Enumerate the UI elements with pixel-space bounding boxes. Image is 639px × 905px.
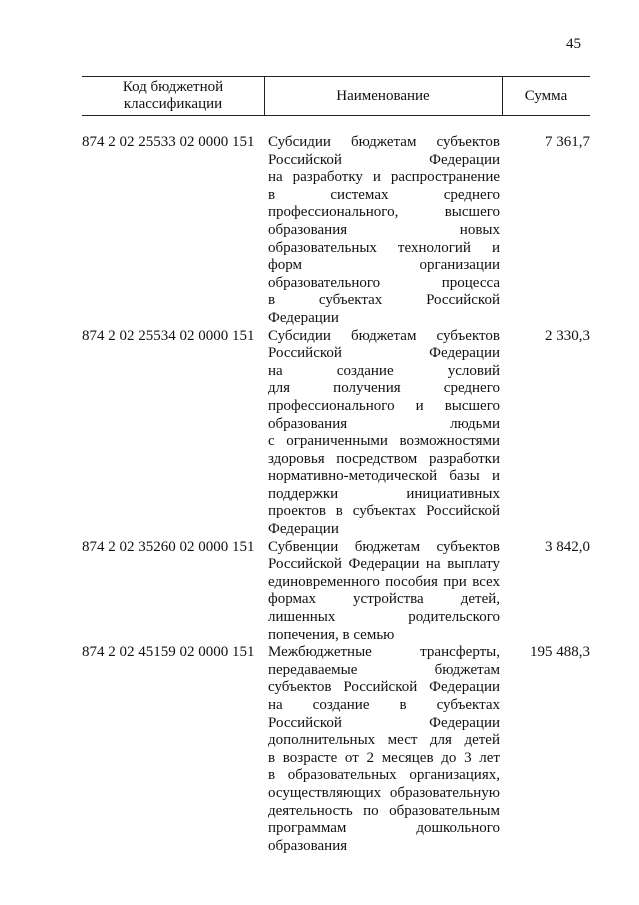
name-line: образовательного процесса [268,274,500,291]
name-line: профессионального и высшего [268,397,500,414]
header-code: Код бюджетной классификации [122,79,224,112]
budget-table [82,76,590,855]
row-name [268,644,500,855]
name-line: проектов в субъектах Российской [268,503,500,520]
name-line: дополнительных мест для детей [268,732,500,749]
name-line: на создание условий [268,362,500,379]
name-line: формах устройства детей, [268,591,500,608]
row-name [268,134,500,328]
name-line: программам дошкольного [268,820,500,837]
name-line: здоровья посредством разработки [268,450,500,467]
header-name: Наименование [336,87,430,104]
page-number: 45 [566,36,581,52]
name-line: образовательных технологий и [268,239,500,256]
name-line: деятельность по образовательным [268,802,500,819]
row-code: 874 2 02 35260 02 0000 151 [82,538,255,555]
name-line: Российской Федерации [268,345,500,362]
table-body [82,134,590,855]
row-sum: 7 361,7 [545,134,590,150]
name-line: форм организации [268,257,500,274]
name-line: субъектов Российской Федерации [268,679,500,696]
name-line: осуществляющих образовательную [268,784,500,801]
name-line: Федерации [268,521,339,538]
row-sum: 2 330,3 [545,327,590,344]
name-line: Федерации [268,309,339,326]
name-line: профессионального, высшего [268,204,500,221]
name-line: Российской Федерации на выплату [268,556,500,573]
row-code: 874 2 02 25533 02 0000 151 [82,134,255,150]
table-row [82,328,590,539]
name-line: с ограниченными возможностями [268,433,500,450]
name-line: нормативно-методической базы и [268,468,500,485]
name-line: в системах среднего [268,186,500,203]
row-code: 874 2 02 25534 02 0000 151 [82,327,255,344]
name-line: Российской Федерации [268,714,500,731]
name-line: Российской Федерации [268,151,500,168]
name-line: единовременного пособия при всех [268,573,500,590]
name-line: поддержки инициативных [268,485,500,502]
row-sum: 3 842,0 [545,538,590,555]
name-line: на создание в субъектах [268,697,500,713]
table-header [82,76,590,116]
row-code: 874 2 02 45159 02 0000 151 [82,644,255,661]
name-line: Субвенции бюджетам субъектов [268,538,500,555]
name-line: образования людьми [268,415,500,432]
name-line: в образовательных организациях, [268,767,500,784]
name-line: в возрасте от 2 месяцев до 3 лет [268,749,500,766]
name-line: попечения, в семью [268,626,395,643]
header-sum: Сумма [524,87,568,104]
table-row [82,539,590,645]
name-line: Субсидии бюджетам субъектов [268,327,500,344]
name-line: Субсидии бюджетам субъектов [268,134,500,150]
row-sum: 195 488,3 [530,644,590,661]
table-row [82,134,590,328]
name-line: лишенных родительского [268,609,500,626]
table-row [82,644,590,855]
name-line: на разработку и распространение [268,169,500,186]
name-line: для получения среднего [268,380,500,397]
name-line: Межбюджетные трансферты, [268,644,500,661]
name-line: в субъектах Российской [268,292,500,309]
row-name [268,539,500,645]
name-line: образования [268,837,348,854]
name-line: передаваемые бюджетам [268,661,500,678]
row-name [268,328,500,539]
name-line: образования новых [268,221,500,238]
